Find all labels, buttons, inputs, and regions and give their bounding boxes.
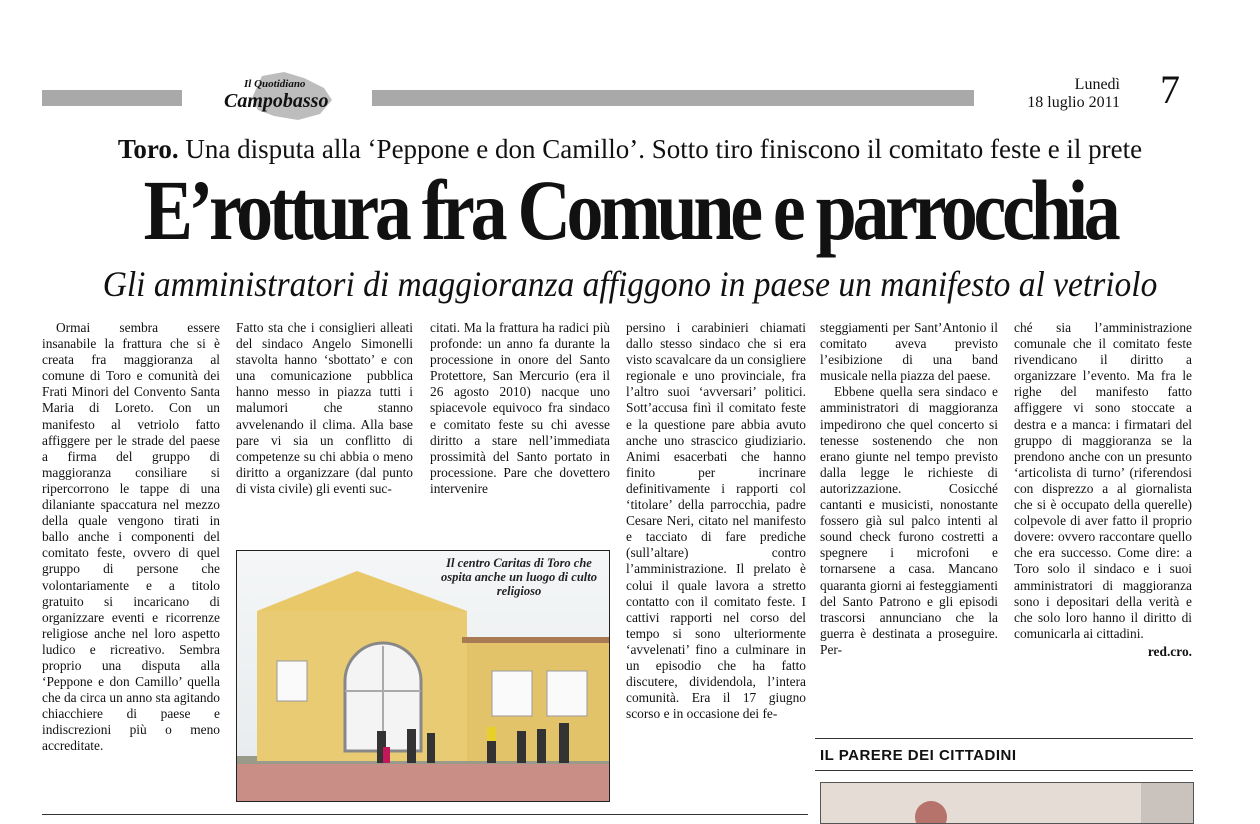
paragraph: Ebbene quella sera sindaco e amministratori di maggioranza impedirono che quel concerto si tenesse sostenendo che non erano giunte nel tempo previsto dalla legge le richieste di autorizzazione. Cosicché cantanti e musicisti, nonostante fossero già sul palco intenti al sound check furono costretti a spegnere i microfoni e tornarsene a casa. Mancano quaranta giorni ai festeggiamenti del Santo Patrono e gli episodi trascorsi annunciano che la guerra è destinata a proseguire. Per- <box>820 384 998 657</box>
article-column-5 <box>820 320 998 658</box>
masthead-bar-left <box>42 90 182 106</box>
article-column-2 <box>236 320 413 497</box>
article-headline: E’rottura fra Comune e parrocchia <box>143 162 1117 258</box>
newspaper-logo <box>212 70 347 122</box>
kicker-place: Toro. <box>117 134 179 164</box>
paragraph: steggiamenti per Sant’Antonio il comitato aveva previsto l’esibizione di una band musicale nella piazza del paese. <box>820 320 998 384</box>
issue-day: Lunedì <box>1074 76 1120 93</box>
paragraph: citati. Ma la frattura ha radici più profonde: un anno fa durante la processione in onore del Santo Protettore, San Mercurio (era il 26 agosto 2010) nacque uno spiacevole equivoco fra sindaco e comitato feste su chi avesse diritto a stare nell’immediata prossimità del Santo portato in processione. Pare che dovettero intervenire <box>430 320 610 496</box>
citizen-photo <box>821 783 1193 823</box>
issue-date-text: 18 luglio 2011 <box>1027 94 1120 111</box>
paragraph: Ormai sembra essere insanabile la frattura che si è creata fra maggioranza al comune di Toro e comunità dei Frati Minori del Convento Santa Maria di Loreto. Con un manifesto al vetriolo fatto affiggere per le strade del paese a firma del gruppo di maggioranza consiliare si ripercorrono le tappe di una dilaniante spaccatura nel mezzo della quale vengono tirati in ballo anche i componenti del comitato feste, ovvero di quel gruppo di persone che volontariamente e a titolo gratuito si incaricano di organizzare eventi e ricorrenze religiose anche nel loro aspetto ludico e ricreativo. Sembra proprio una disputa alla ‘Peppone e don Camillo’ quella che da circa un anno sta agitando chiacchiere di paese e indiscrezioni più o meno accreditate. <box>42 320 220 754</box>
paragraph: persino i carabinieri chiamati dallo stesso sindaco che si era visto scavalcare da un consigliere regionale e uno provinciale, fra l’altro suoi ‘avversari’ politici. Sott’accusa finì il comitato feste e la questione pare abbia avuto anche uno strascico giudiziario. Animi esacerbati che hanno finito per incrinare definitivamente i rapporti col ‘titolare’ della parrocchia, padre Cesare Neri, citato nel manifesto e tacciato di fare prediche (sull’altare) contro l’amministrazione. Il prelato è colui il quale lavora a stretto contatto con il comitato feste. I cattivi rapporti nel corso del tempo si sono ulteriormente ‘avvelenati’ fino a culminare in un episodio che ha fatto discutere, dividendola, l’intera comunità. Era il 17 giugno scorso e in occasione dei fe- <box>626 320 806 722</box>
article-signature: red.cro. <box>1147 643 1192 659</box>
article-column-4 <box>626 320 806 722</box>
logo-small-text: Il Quotidiano <box>244 78 306 90</box>
article-subhead: Gli amministratori di maggioranza affiggono in paese un manifesto al vetriolo <box>102 264 1158 304</box>
sidebar-photo <box>820 782 1194 824</box>
issue-date <box>1000 76 1120 112</box>
article-column-1 <box>42 320 220 755</box>
logo-main-text: Campobasso <box>224 90 329 112</box>
masthead-bar-center <box>372 90 974 106</box>
sidebar-rule-top <box>815 738 1193 739</box>
sidebar-title: IL PARERE DEI CITTADINI <box>820 747 1017 764</box>
paragraph: Fatto sta che i consiglieri alleati del sindaco Angelo Simonelli stavolta hanno ‘sbottato’ e con una comunicazione pubblica hanno messo in piazza tutti i malumori che stanno avvelenando il clima. Alla base pare vi sia un conflitto di competenze su chi abbia o meno diritto a organizzare (dal punto di vista civile) gli eventi suc- <box>236 320 413 496</box>
page-bottom-rule <box>42 814 808 815</box>
page-number: 7 <box>1160 67 1180 112</box>
paragraph: ché sia l’amministrazione comunale che il comitato feste rivendicano il diritto a organizzare l’evento. Ma fra le righe del manifesto fatto affiggere vi sono stoccate a destra e a manca: i firmatari del gruppo di maggioranza se la prendono anche con un presunto ‘articolista di turno’ (riferendosi con disprezzo a al giornalista che si è occupato della querelle) colpevole di aver fatto il proprio dovere: ovvero raccontare quello che era successo. Come dire: a Toro solo il sindaco e i suoi amministratori di maggioranza sono i depositari della verità e che solo loro hanno il diritto di comunicarla ai cittadini. <box>1014 320 1192 641</box>
kicker-text: Una disputa alla ‘Peppone e don Camillo’. Sotto tiro finiscono il comitato feste e il prete <box>185 134 1143 164</box>
article-column-3 <box>430 320 610 497</box>
photo-caption: Il centro Caritas di Toro che ospita anche un luogo di culto religioso <box>441 556 597 598</box>
sidebar-rule-bottom <box>815 770 1193 771</box>
article-column-6 <box>1014 320 1192 660</box>
